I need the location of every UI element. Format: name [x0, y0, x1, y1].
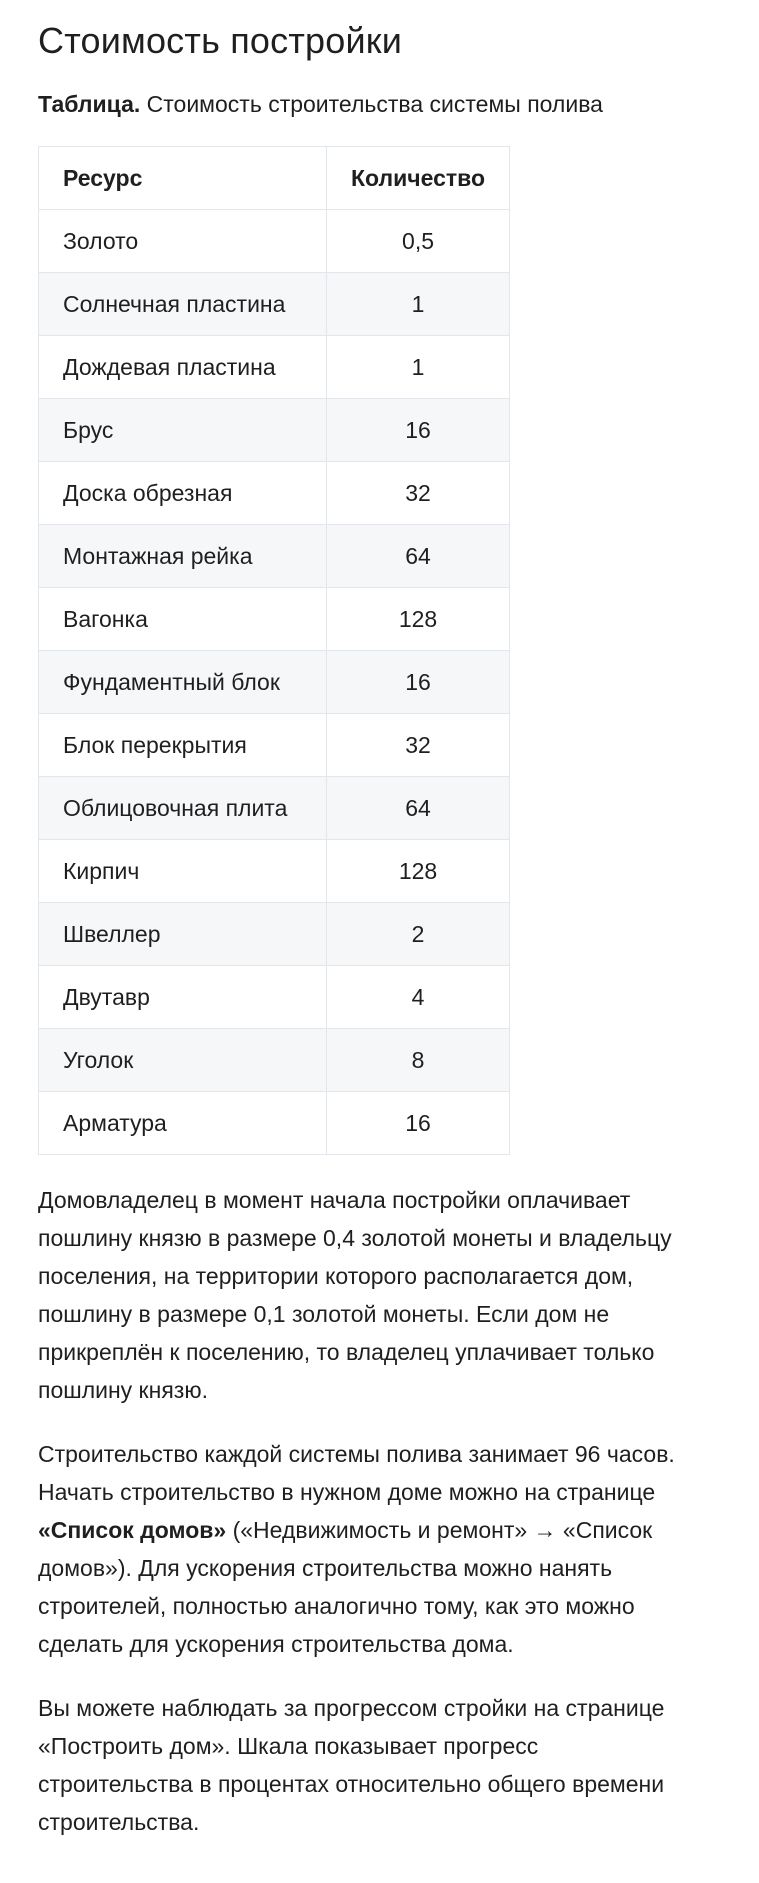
quantity-cell: 64: [327, 525, 510, 588]
resource-cell: Золото: [39, 210, 327, 273]
quantity-cell: 16: [327, 1092, 510, 1155]
header-resource: Ресурс: [39, 147, 327, 210]
resource-cell: Брус: [39, 399, 327, 462]
table-caption: [38, 89, 721, 120]
header-quantity: Количество: [327, 147, 510, 210]
quantity-cell: 64: [327, 777, 510, 840]
resource-cell: Фундаментный блок: [39, 651, 327, 714]
paragraph-fees: Домовладелец в момент начала постройки оплачивает пошлину князю в размере 0,4 золотой монеты и владельцу поселения, на территории которого располагается дом, пошлину в размере 0,1 золотой монеты. Если дом не прикреплён к поселению, то владелец уплачивает только пошлину князю.: [38, 1187, 672, 1404]
table-caption-label: Таблица.: [38, 91, 141, 117]
quantity-cell: 1: [327, 273, 510, 336]
resource-cell: Двутавр: [39, 966, 327, 1029]
resource-cell: Солнечная пластина: [39, 273, 327, 336]
table-row: [39, 840, 510, 903]
quantity-cell: 16: [327, 399, 510, 462]
table-row: [39, 462, 510, 525]
table-caption-text: Стоимость строительства системы полива: [140, 91, 603, 117]
resource-cell: Швеллер: [39, 903, 327, 966]
resource-cell: Блок перекрытия: [39, 714, 327, 777]
quantity-cell: 128: [327, 840, 510, 903]
table-row: [39, 966, 510, 1029]
resource-cell: Кирпич: [39, 840, 327, 903]
table-row: [39, 714, 510, 777]
resource-cell: Доска обрезная: [39, 462, 327, 525]
table-header-row: [39, 147, 510, 210]
cost-table: [38, 146, 510, 1155]
table-row: [39, 903, 510, 966]
quantity-cell: 32: [327, 714, 510, 777]
table-row: [39, 336, 510, 399]
quantity-cell: 0,5: [327, 210, 510, 273]
resource-cell: Облицовочная плита: [39, 777, 327, 840]
quantity-cell: 1: [327, 336, 510, 399]
paragraph-text: («Недвижимость и ремонт» → «Список домов»). Для ускорения строительства можно нанять строителей, полностью аналогично тому, как это можно сделать для ускорения строительства дома.: [38, 1517, 653, 1658]
resource-cell: Вагонка: [39, 588, 327, 651]
table-row: [39, 273, 510, 336]
table-row: [39, 651, 510, 714]
quantity-cell: 32: [327, 462, 510, 525]
quantity-cell: 8: [327, 1029, 510, 1092]
quantity-cell: 4: [327, 966, 510, 1029]
table-row: [39, 1029, 510, 1092]
resource-cell: Уголок: [39, 1029, 327, 1092]
quantity-cell: 2: [327, 903, 510, 966]
resource-cell: Арматура: [39, 1092, 327, 1155]
table-row: [39, 777, 510, 840]
table-row: [39, 399, 510, 462]
table-row: [39, 525, 510, 588]
paragraph-construction-time: [38, 1435, 688, 1663]
house-list-reference: «Список домов»: [38, 1517, 227, 1544]
paragraph-progress: Вы можете наблюдать за прогрессом стройки на странице «Построить дом». Шкала показывает прогресс строительства в процентах относительно общего времени строительства.: [38, 1695, 665, 1836]
resource-cell: Дождевая пластина: [39, 336, 327, 399]
page-title: Стоимость постройки: [38, 20, 403, 61]
table-row: [39, 210, 510, 273]
table-row: [39, 588, 510, 651]
resource-cell: Монтажная рейка: [39, 525, 327, 588]
paragraph-text: Строительство каждой системы полива занимает 96 часов. Начать строительство в нужном доме можно на странице: [38, 1441, 675, 1506]
quantity-cell: 16: [327, 651, 510, 714]
table-row: [39, 1092, 510, 1155]
quantity-cell: 128: [327, 588, 510, 651]
